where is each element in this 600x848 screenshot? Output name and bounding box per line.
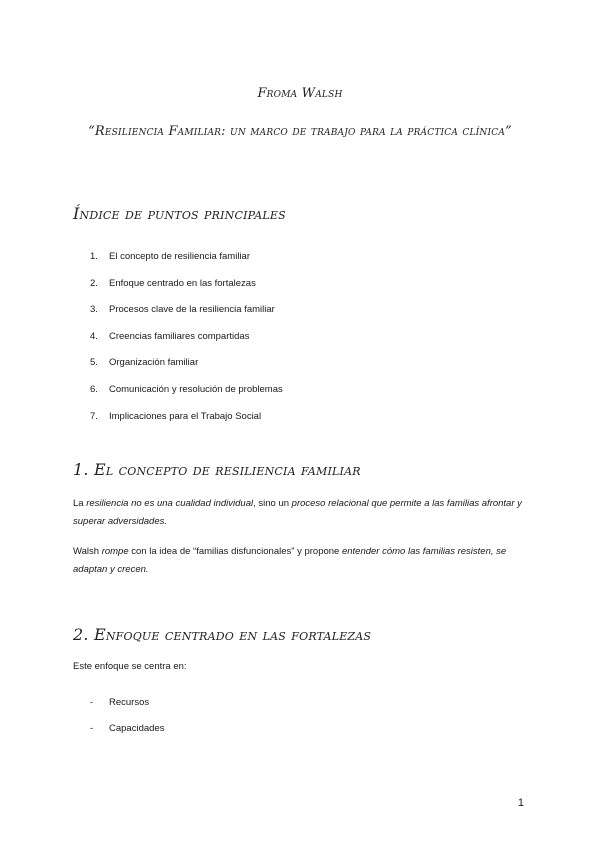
index-item-number: 2. bbox=[90, 277, 98, 289]
index-item-label: El concepto de resiliencia familiar bbox=[109, 251, 250, 262]
emphasis-text: resiliencia no es una cualidad individual bbox=[86, 498, 254, 509]
list-item bbox=[90, 697, 164, 723]
index-item bbox=[90, 278, 283, 305]
index-item-label: Creencias familiares compartidas bbox=[109, 330, 250, 342]
index-item-label: Implicaciones para el Trabajo Social bbox=[109, 410, 262, 422]
index-item bbox=[90, 304, 283, 331]
section-1-paragraph-2 bbox=[73, 543, 533, 578]
index-item-number: 7. bbox=[90, 410, 98, 422]
emphasis-text: rompe bbox=[101, 546, 129, 557]
index-item bbox=[90, 357, 283, 384]
text-run: La bbox=[73, 498, 87, 509]
list-item-label: Recursos bbox=[109, 697, 150, 708]
index-item-number: 1. bbox=[90, 251, 98, 262]
document-title: “Resiliencia Familiar: un marco de trabajo para la práctica clínica” bbox=[88, 124, 512, 139]
text-run: , sino un bbox=[253, 498, 292, 509]
section-2-heading: 2. Enfoque centrado en las fortalezas bbox=[73, 625, 372, 644]
list-item bbox=[90, 723, 164, 749]
index-item-label: Enfoque centrado en las fortalezas bbox=[109, 277, 256, 289]
index-item bbox=[90, 384, 283, 411]
document-author: Froma Walsh bbox=[257, 86, 343, 101]
index-item-label: Procesos clave de la resiliencia familiar bbox=[109, 304, 275, 316]
bullet-dash: - bbox=[90, 697, 94, 708]
strengths-list bbox=[90, 697, 164, 749]
index-item-number: 5. bbox=[90, 357, 98, 369]
emphasis-text: entender cómo las familias resisten, se adaptan y crecen. bbox=[73, 546, 507, 575]
index-item-number: 3. bbox=[90, 304, 98, 316]
index-list bbox=[90, 251, 283, 437]
section-1-heading: 1. El concepto de resiliencia familiar bbox=[73, 460, 361, 479]
section-2-intro: Este enfoque se centra en: bbox=[73, 661, 187, 672]
index-item-label: Organización familiar bbox=[109, 357, 199, 369]
index-item-label: Comunicación y resolución de problemas bbox=[109, 383, 283, 395]
index-item bbox=[90, 411, 283, 438]
index-heading: Índice de puntos principales bbox=[73, 204, 286, 223]
index-item bbox=[90, 251, 283, 278]
text-run: Walsh bbox=[73, 546, 102, 557]
index-item-number: 4. bbox=[90, 330, 98, 342]
section-1-paragraph-1 bbox=[73, 495, 533, 530]
page-number: 1 bbox=[517, 797, 524, 809]
index-item bbox=[90, 331, 283, 358]
index-item-number: 6. bbox=[90, 383, 98, 395]
bullet-dash: - bbox=[90, 723, 94, 734]
text-run: con la idea de “familias disfuncionales” y propone bbox=[128, 546, 342, 557]
emphasis-text: proceso relacional que permite a las familias afrontar y superar adversidades. bbox=[73, 498, 522, 527]
list-item-label: Capacidades bbox=[109, 723, 165, 734]
